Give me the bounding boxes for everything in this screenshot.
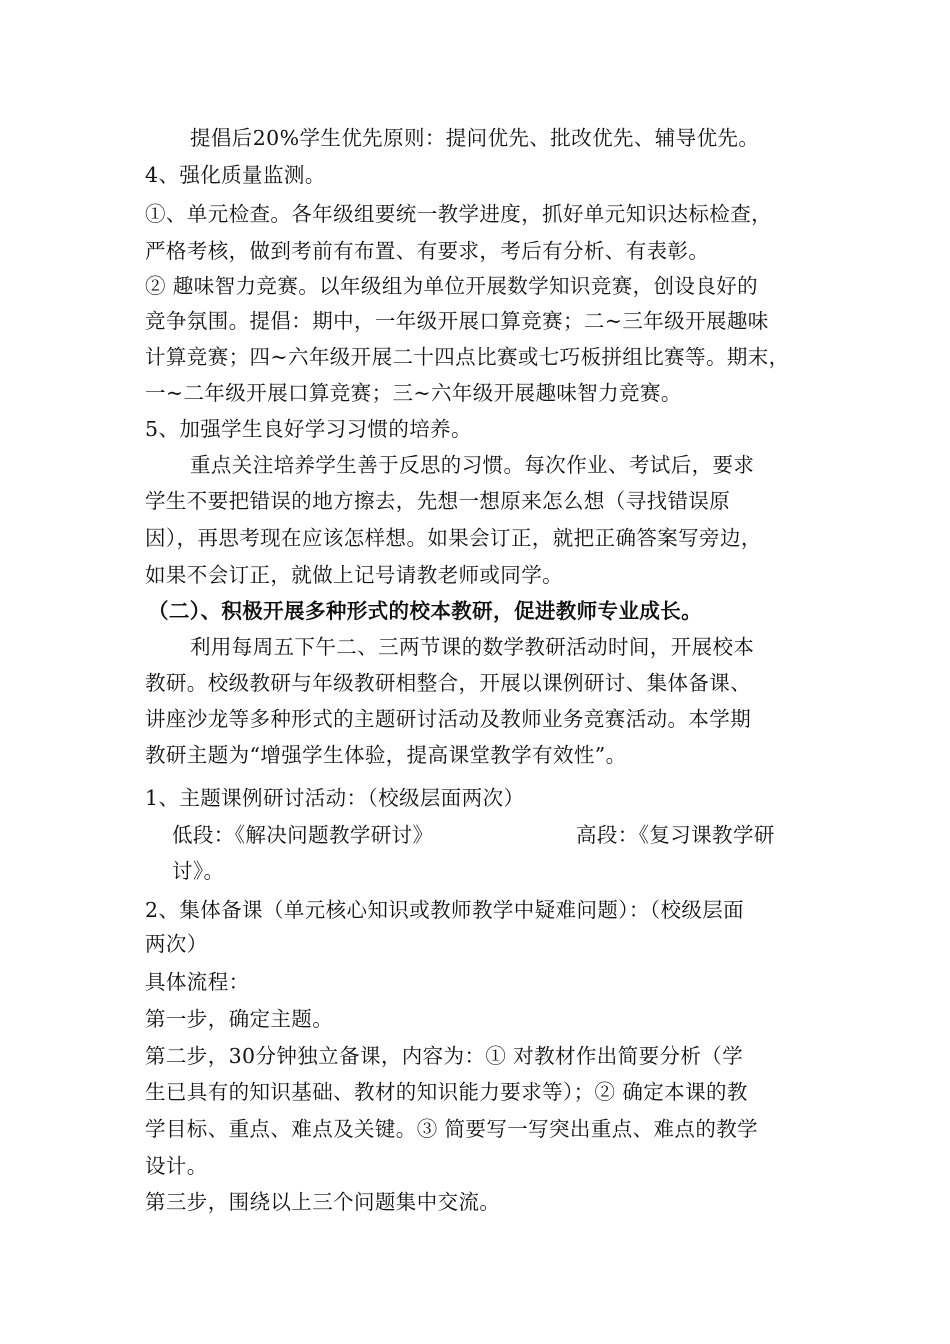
- text-line: 计算竞赛；四~六年级开展二十四点比赛或七巧板拼组比赛等。期末，: [145, 345, 790, 369]
- section-heading: 1、主题课例研讨活动：（校级层面两次）: [145, 786, 525, 810]
- subsection-heading: （二）、积极开展多种形式的校本教研，促进教师专业成长。: [148, 599, 703, 623]
- text-line: ①、单元检查。各年级组要统一教学进度，抓好单元知识达标检查，: [145, 202, 772, 226]
- text-line: 提倡后20%学生优先原则：提问优先、批改优先、辅导优先。: [190, 126, 760, 150]
- text-line: 一~二年级开展口算竞赛；三~六年级开展趣味智力竞赛。: [145, 381, 682, 405]
- text-line: 如果不会订正，就做上记号请教老师或同学。: [145, 563, 563, 587]
- text-line: 生已具有的知识基础、教材的知识能力要求等）；② 确定本课的教: [145, 1080, 748, 1104]
- text-line: 学生不要把错误的地方擦去，先想一想原来怎么想（寻找错误原: [145, 489, 731, 513]
- text-line: 利用每周五下午二、三两节课的数学教研活动时间，开展校本: [190, 635, 755, 659]
- text-line: 两次）: [145, 932, 208, 956]
- text-line: 因），再思考现在应该怎样想。如果会订正，就把正确答案写旁边，: [145, 526, 762, 550]
- text-line: ② 趣味智力竞赛。以年级组为单位开展数学知识竞赛，创设良好的: [145, 274, 759, 298]
- text-line: 低段：《解决问题教学研讨》: [172, 823, 434, 847]
- text-line: 讲座沙龙等多种形式的主题研讨活动及教师业务竞赛活动。本学期: [145, 707, 752, 731]
- section-heading: 5、加强学生良好学习习惯的培养。: [145, 417, 472, 441]
- text-line: 教研主题为“增强学生体验，提高课堂教学有效性”。: [145, 743, 627, 767]
- text-line: 学目标、重点、难点及关键。③ 简要写一写突出重点、难点的教学: [145, 1117, 759, 1141]
- text-line: 第二步，30分钟独立备课，内容为：① 对教材作出简要分析（学: [145, 1044, 744, 1068]
- text-line: 具体流程：: [145, 970, 250, 994]
- text-line: 设计。: [145, 1154, 208, 1178]
- text-line: 严格考核，做到考前有布置、有要求，考后有分析、有表彰。: [145, 239, 710, 263]
- text-line: 高段：《复习课教学研: [576, 823, 775, 847]
- text-line: 竞争氛围。提倡：期中，一年级开展口算竞赛；二~三年级开展趣味: [145, 309, 769, 333]
- text-line: 教研。校级教研与年级教研相整合，开展以课例研讨、集体备课、: [145, 671, 752, 695]
- text-line: 第一步，确定主题。: [145, 1007, 334, 1031]
- text-line: 讨》。: [172, 859, 225, 883]
- text-line: 重点关注培养学生善于反思的习惯。每次作业、考试后，要求: [190, 453, 755, 477]
- section-heading: 4、强化质量监测。: [145, 163, 326, 187]
- text-line: 第三步，围绕以上三个问题集中交流。: [145, 1190, 501, 1214]
- section-heading: 2、集体备课（单元核心知识或教师教学中疑难问题）：（校级层面: [145, 898, 745, 922]
